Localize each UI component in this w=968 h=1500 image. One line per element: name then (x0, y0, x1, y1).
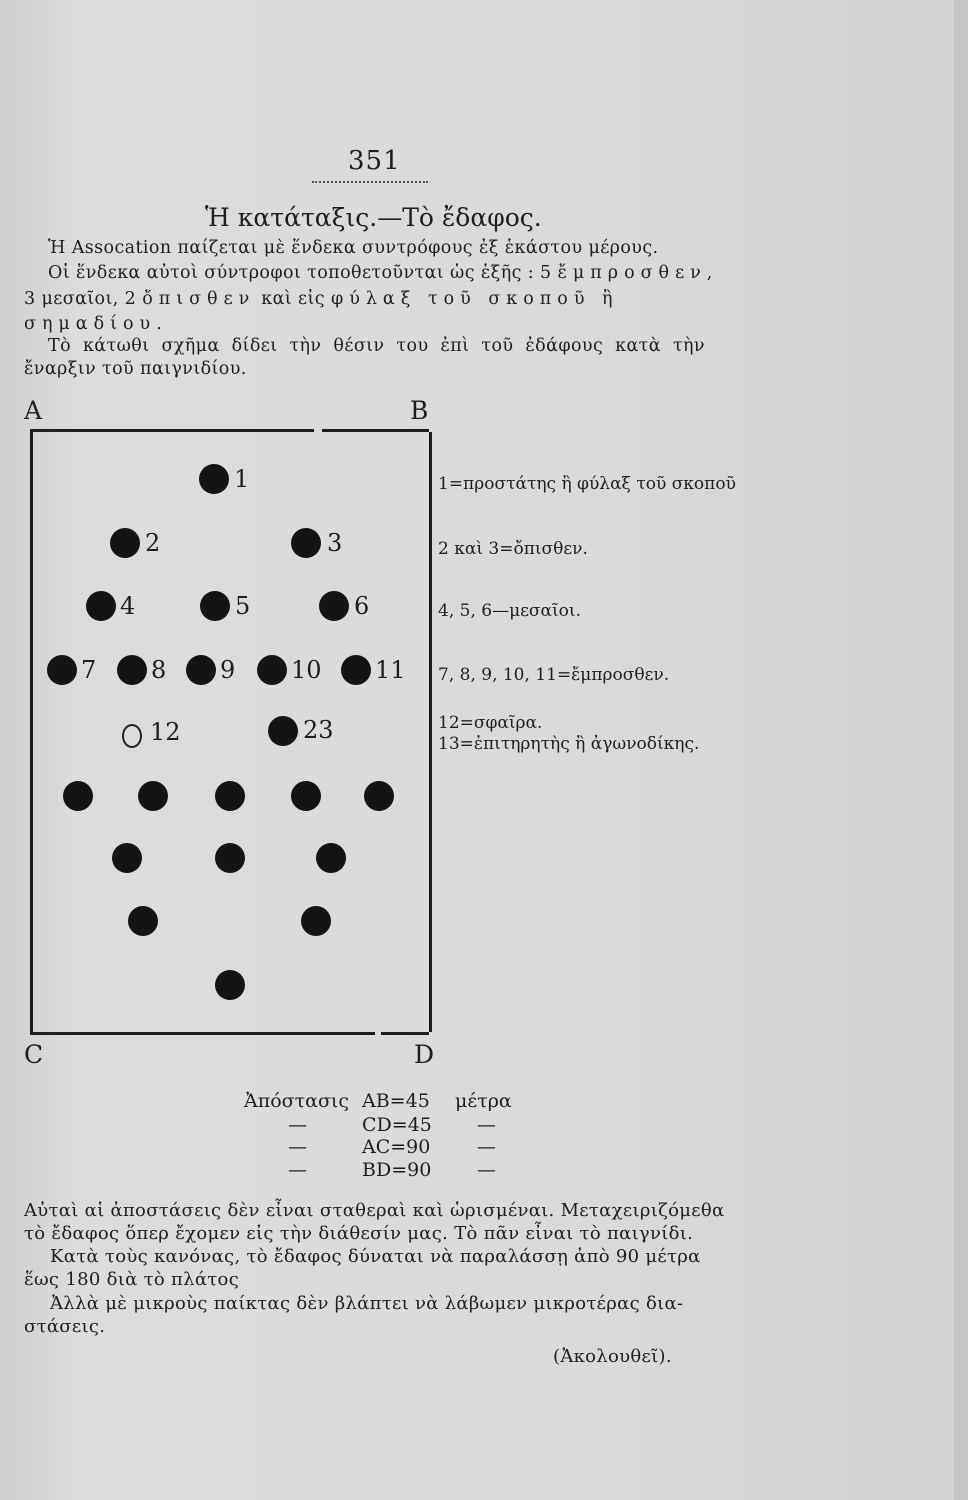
closing-line-1: Αὐταὶ αἱ ἀποστάσεις δὲν εἶναι σταθεραὶ καὶ ὡρισμέναι. Μεταχειριζόμεθα (24, 1200, 725, 1221)
opponent-dot (316, 843, 346, 873)
intro-line-3-d: φύλαξ τοῦ σκοποῦ ἢ (330, 289, 619, 309)
page-edge (954, 0, 968, 1500)
player-10-number: 10 (291, 656, 322, 684)
intro-line-2 (48, 263, 718, 283)
continued-note: (Ἀκολουθεῖ). (553, 1346, 672, 1367)
closing-line-5: Ἀλλὰ μὲ μικροὺς παίκτας δὲν βλάπτει νὰ λάβωμεν μικροτέρας δια- (50, 1293, 684, 1314)
distance-cd-unit-ditto: — (477, 1114, 496, 1136)
player-6-dot (319, 591, 349, 621)
intro-line-5: Τὸ κάτωθι σχῆμα δίδει τὴν θέσιν του ἐπὶ τοῦ ἐδάφους κατὰ τὴν (48, 336, 705, 356)
corner-a-label: A (24, 396, 43, 425)
distance-bd-ditto: — (288, 1159, 307, 1181)
player-9-number: 9 (220, 656, 236, 684)
opponent-dot (138, 781, 168, 811)
closing-line-2: τὸ ἔδαφος ὅπερ ἔχομεν εἰς τὴν διάθεσίν μας. Τὸ πᾶν εἶναι τὸ παιγνίδι. (24, 1223, 694, 1244)
player-2-dot (110, 528, 140, 558)
player-1-dot (199, 464, 229, 494)
player-11-dot (341, 655, 371, 685)
player-3-number: 3 (327, 529, 343, 557)
opponent-dot (291, 781, 321, 811)
corner-c-label: C (24, 1040, 44, 1069)
page-number: 351 (348, 146, 401, 176)
corner-b-label: B (410, 396, 429, 425)
player-3-dot (291, 528, 321, 558)
opponent-dot (301, 906, 331, 936)
opponent-dot (128, 906, 158, 936)
legend-backs: 2 καὶ 3=ὄπισθεν. (438, 539, 588, 559)
closing-line-4: ἕως 180 διὰ τὸ πλάτος (24, 1269, 240, 1290)
player-8-dot (117, 655, 147, 685)
player-4-number: 4 (120, 592, 136, 620)
intro-line-3-c: καὶ εἰς (261, 289, 325, 309)
intro-line-2-text: Οἱ ἕνδεκα αὐτοὶ σύντροφοι τοποθετοῦνται ὡς ἑξῆς : 5 (48, 263, 552, 283)
intro-line-2-spaced: ἔμπροσθεν, (557, 263, 719, 283)
opponent-dot (364, 781, 394, 811)
opponent-dot (215, 843, 245, 873)
distance-ac-ditto: — (288, 1136, 307, 1158)
intro-line-4: σημαδίου. (24, 314, 168, 334)
ball-number: 12 (150, 718, 181, 746)
intro-line-3-b: ὄπισθεν (142, 289, 256, 309)
distance-ab-unit: μέτρα (455, 1090, 512, 1112)
player-5-number: 5 (235, 592, 251, 620)
player-5-dot (200, 591, 230, 621)
player-6-number: 6 (354, 592, 370, 620)
player-8-number: 8 (151, 656, 167, 684)
opponent-goalkeeper-dot (215, 970, 245, 1000)
legend-goalkeeper: 1=προστάτης ἢ φύλαξ τοῦ σκοποῦ (438, 474, 736, 494)
opponent-dot (63, 781, 93, 811)
player-1-number: 1 (234, 465, 250, 493)
player-7-number: 7 (81, 656, 97, 684)
distance-bd: BD=90 (362, 1159, 432, 1181)
legend-referee: 13=ἐπιτηρητὴς ἢ ἀγωνοδίκης. (438, 734, 700, 754)
opponent-dot (112, 843, 142, 873)
closing-line-3: Κατὰ τοὺς κανόνας, τὸ ἔδαφος δύναται νὰ παραλάσσῃ ἀπὸ 90 μέτρα (50, 1246, 701, 1267)
ball-marker (122, 724, 142, 748)
player-10-dot (257, 655, 287, 685)
distance-ac-unit-ditto: — (477, 1136, 496, 1158)
legend-forwards: 7, 8, 9, 10, 11=ἔμπροσθεν. (438, 665, 670, 685)
distance-bd-unit-ditto: — (477, 1159, 496, 1181)
dotted-rule (312, 181, 428, 183)
distance-cd-ditto: — (288, 1114, 307, 1136)
intro-line-3 (24, 289, 619, 309)
player-2-number: 2 (145, 529, 161, 557)
corner-d-label: D (414, 1040, 435, 1069)
distance-label: Ἀπόστασις (244, 1090, 350, 1112)
closing-line-6: στάσεις. (24, 1316, 106, 1337)
distance-ab: AB=45 (362, 1090, 430, 1112)
intro-line-3-a: 3 μεσαῖοι, 2 (24, 289, 137, 309)
player-4-dot (86, 591, 116, 621)
distance-ac: AC=90 (362, 1136, 431, 1158)
player-9-dot (186, 655, 216, 685)
opponent-dot (215, 781, 245, 811)
intro-line-1: Ἡ Assocation παίζεται μὲ ἕνδεκα συντρόφους ἐξ ἑκάστου μέρους. (48, 238, 659, 258)
field-bottom-line-left (30, 1032, 375, 1035)
legend-ball: 12=σφαῖρα. (438, 713, 543, 733)
field-bottom-line-right (381, 1032, 429, 1035)
football-field (30, 432, 432, 1032)
distance-cd: CD=45 (362, 1114, 432, 1136)
referee-dot (268, 716, 298, 746)
player-11-number: 11 (375, 656, 406, 684)
section-title: Ἡ κατάταξις.—Τὸ ἔδαφος. (205, 203, 542, 232)
legend-halfbacks: 4, 5, 6—μεσαῖοι. (438, 601, 581, 621)
referee-number: 23 (303, 716, 334, 744)
intro-line-6: ἔναρξιν τοῦ παιγνιδίου. (24, 359, 247, 379)
player-7-dot (47, 655, 77, 685)
